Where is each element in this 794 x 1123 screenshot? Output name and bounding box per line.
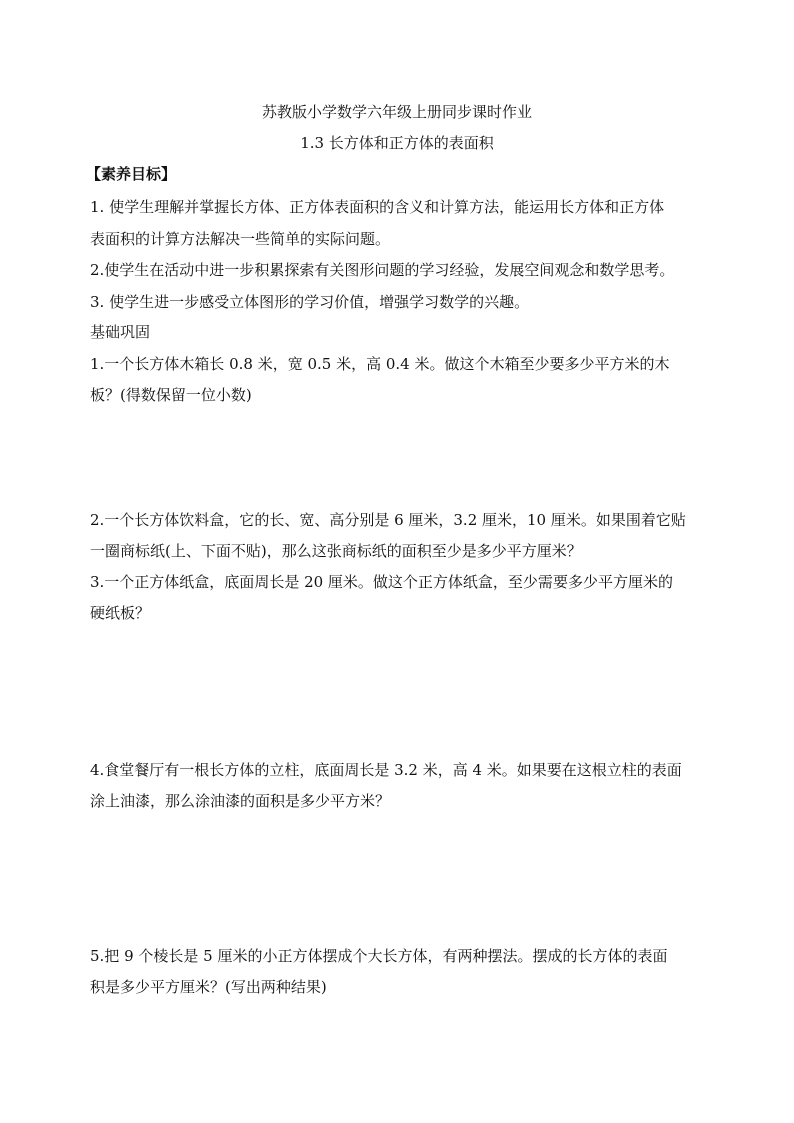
lesson-subtitle: 1.3 长方体和正方体的表面积 — [300, 134, 494, 152]
question-1-line-1: 1.一个长方体木箱长 0.8 米，宽 0.5 米，高 0.4 米。做这个木箱至少要多少平方米的木 — [90, 355, 670, 373]
question-2-line-2: 一圈商标纸(上、下面不贴)，那么这张商标纸的面积至少是多少平方厘米？ — [90, 542, 582, 560]
question-5-line-2: 积是多少平方厘米？(写出两种结果) — [90, 978, 327, 996]
question-3-line-1: 3.一个正方体纸盒，底面周长是 20 厘米。做这个正方体纸盒，至少需要多少平方厘米的 — [90, 573, 673, 591]
goal-2-line-1: 2.使学生在活动中进一步积累探索有关图形问题的学习经验，发展空间观念和数学思考。 — [90, 261, 675, 279]
question-4-line-2: 涂上油漆，那么涂油漆的面积是多少平方米？ — [90, 792, 391, 810]
goal-3-line-1: 3. 使学生进一步感受立体图形的学习价值，增强学习数学的兴趣。 — [90, 293, 530, 311]
page-title: 苏教版小学数学六年级上册同步课时作业 — [261, 103, 532, 121]
goal-1-line-1: 1. 使学生理解并掌握长方体、正方体表面积的含义和计算方法，能运用长方体和正方体 — [90, 198, 665, 216]
question-2-line-1: 2.一个长方体饮料盒，它的长、宽、高分别是 6 厘米，3.2 厘米，10 厘米。如果围着它贴 — [90, 511, 686, 529]
goal-1-line-2: 表面积的计算方法解决一些简单的实际问题。 — [90, 230, 391, 248]
question-4-line-1: 4.食堂餐厅有一根长方体的立柱，底面周长是 3.2 米，高 4 米。如果要在这根立柱的表面 — [90, 761, 682, 779]
question-5-line-1: 5.把 9 个棱长是 5 厘米的小正方体摆成个大长方体，有两种摆法。摆成的长方体的表面 — [90, 947, 668, 965]
question-3-line-2: 硬纸板？ — [90, 604, 151, 622]
question-1-line-2: 板？(得数保留一位小数) — [90, 386, 252, 404]
goals-heading: 【素养目标】 — [86, 165, 177, 183]
practice-heading: 基础巩固 — [90, 323, 151, 341]
